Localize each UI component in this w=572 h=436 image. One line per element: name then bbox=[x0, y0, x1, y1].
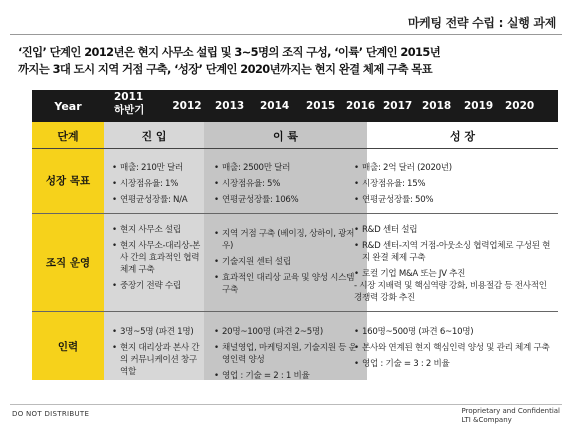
footer-company-name: LTI &Company bbox=[461, 416, 512, 424]
list-item: • 중장기 전략 수립 bbox=[112, 280, 204, 292]
list-item: • 로컬 기업 M&A 또는 JV 추진 bbox=[354, 268, 554, 280]
list-item: • 매출: 210만 달러 bbox=[112, 162, 204, 174]
year-2020: 2020 bbox=[505, 100, 535, 112]
list-item: - 시장 지배력 및 핵심역량 강화, 비용절감 등 전사적인 경쟁력 강화 추진 bbox=[354, 281, 547, 303]
phase-label: 단계 bbox=[57, 130, 79, 143]
list-item: • R&D 센터-지역 거점-아웃소싱 협력업체로 구성된 현지 완결 체제 구축 bbox=[354, 240, 554, 264]
row-label-organization: 조직 운영 bbox=[45, 256, 91, 269]
footer-distribution-notice: DO NOT DISTRIBUTE bbox=[12, 410, 90, 418]
year-2015: 2015 bbox=[306, 100, 336, 112]
list-item: • 기술지원 센터 설립 bbox=[214, 256, 362, 268]
list-item: • 매출: 2500만 달러 bbox=[214, 162, 364, 174]
organization-entry-list bbox=[112, 224, 204, 296]
staffing-takeoff-list bbox=[214, 326, 362, 386]
growth-target-takeoff-list bbox=[214, 162, 364, 210]
list-item: • 현지 사무소 설립 bbox=[112, 224, 204, 236]
headline bbox=[18, 44, 558, 78]
phase-growth: 성 장 bbox=[449, 130, 476, 143]
year-2012: 2012 bbox=[172, 100, 202, 112]
year-2014: 2014 bbox=[260, 100, 290, 112]
year-2011 bbox=[114, 91, 144, 117]
row-divider bbox=[32, 213, 558, 214]
growth-target-growth-list bbox=[354, 162, 554, 210]
list-item: • 영업 : 기술 = 2 : 1 비율 bbox=[214, 370, 362, 382]
staffing-entry-list bbox=[112, 326, 204, 382]
title-divider bbox=[10, 34, 562, 35]
staffing-growth-list bbox=[354, 326, 554, 374]
phase-takeoff: 이 륙 bbox=[272, 130, 299, 143]
year-label: Year bbox=[54, 99, 82, 113]
footer-confidentiality bbox=[462, 407, 560, 425]
year-2019: 2019 bbox=[464, 100, 494, 112]
list-item: • R&D 센터 설립 bbox=[354, 224, 554, 236]
list-item: • 채널영업, 마케팅지원, 기술지원 등 운영인력 양성 bbox=[214, 342, 362, 366]
organization-growth-list bbox=[354, 224, 554, 308]
list-item: • 연평균성장률: 50% bbox=[354, 194, 554, 206]
headline-line-1: ‘진입’ 단계인 2012년은 현지 사무소 설립 및 3~5명의 조직 구성, ‘이륙’ 단계인 2015년 bbox=[18, 45, 441, 59]
year-2013: 2013 bbox=[215, 100, 245, 112]
list-item: • 본사와 연계된 현지 핵심인력 양성 및 관리 체계 구축 bbox=[354, 342, 554, 354]
year-header-row bbox=[32, 90, 558, 122]
phase-row bbox=[32, 124, 558, 148]
list-item: • 시장점유율: 15% bbox=[354, 178, 554, 190]
row-label-staffing: 인력 bbox=[57, 340, 79, 353]
phase-divider bbox=[32, 148, 558, 149]
list-item: • 연평균성장률: N/A bbox=[112, 194, 204, 206]
list-item: • 지역 거점 구축 (베이징, 상하이, 광저우) bbox=[214, 228, 362, 252]
list-item: • 현지 대리상과 본사 간의 커뮤니케이션 창구 역할 bbox=[112, 342, 204, 378]
year-2016: 2016 bbox=[346, 100, 376, 112]
year-2011-note: 하반기 bbox=[114, 104, 145, 116]
list-item: • 영업 : 기술 = 3 : 2 비율 bbox=[354, 358, 554, 370]
headline-line-2: 까지는 3대 도시 지역 거점 구축, ‘성장’ 단계인 2020년까지는 현지 완결 체제 구축 목표 bbox=[18, 62, 433, 76]
list-item: • 160명~500명 (파견 6~10명) bbox=[354, 326, 554, 338]
slide-title: 마케팅 전략 수립 : 실행 과제 bbox=[407, 16, 556, 30]
organization-takeoff-list bbox=[214, 228, 362, 300]
growth-target-entry-list bbox=[112, 162, 204, 210]
list-item: • 시장점유율: 5% bbox=[214, 178, 364, 190]
row-label-growth-target: 성장 목표 bbox=[45, 175, 91, 187]
roadmap-table bbox=[32, 90, 558, 380]
list-item: • 3명~5명 (파견 1명) bbox=[112, 326, 204, 338]
list-item: • 효과적인 대리상 교육 및 양성 시스템 구축 bbox=[214, 272, 362, 296]
year-2011-value: 2011 bbox=[114, 91, 144, 103]
year-2018: 2018 bbox=[422, 100, 452, 112]
list-item: • 시장점유율: 1% bbox=[112, 178, 204, 190]
list-item: • 20명~100명 (파견 2~5명) bbox=[214, 326, 362, 338]
phase-entry: 진 입 bbox=[141, 130, 167, 143]
list-item: • 현지 사무소-대리상-본사 간의 효과적인 협력 체계 구축 bbox=[112, 240, 204, 276]
year-2017: 2017 bbox=[383, 100, 413, 112]
footer-divider bbox=[10, 404, 562, 405]
list-item: • 매출: 2억 달러 (2020년) bbox=[354, 162, 554, 174]
footer-confidential-label: Proprietary and Confidential bbox=[461, 407, 560, 415]
row-divider bbox=[32, 311, 558, 312]
list-item: • 연평균성장률: 106% bbox=[214, 194, 364, 206]
